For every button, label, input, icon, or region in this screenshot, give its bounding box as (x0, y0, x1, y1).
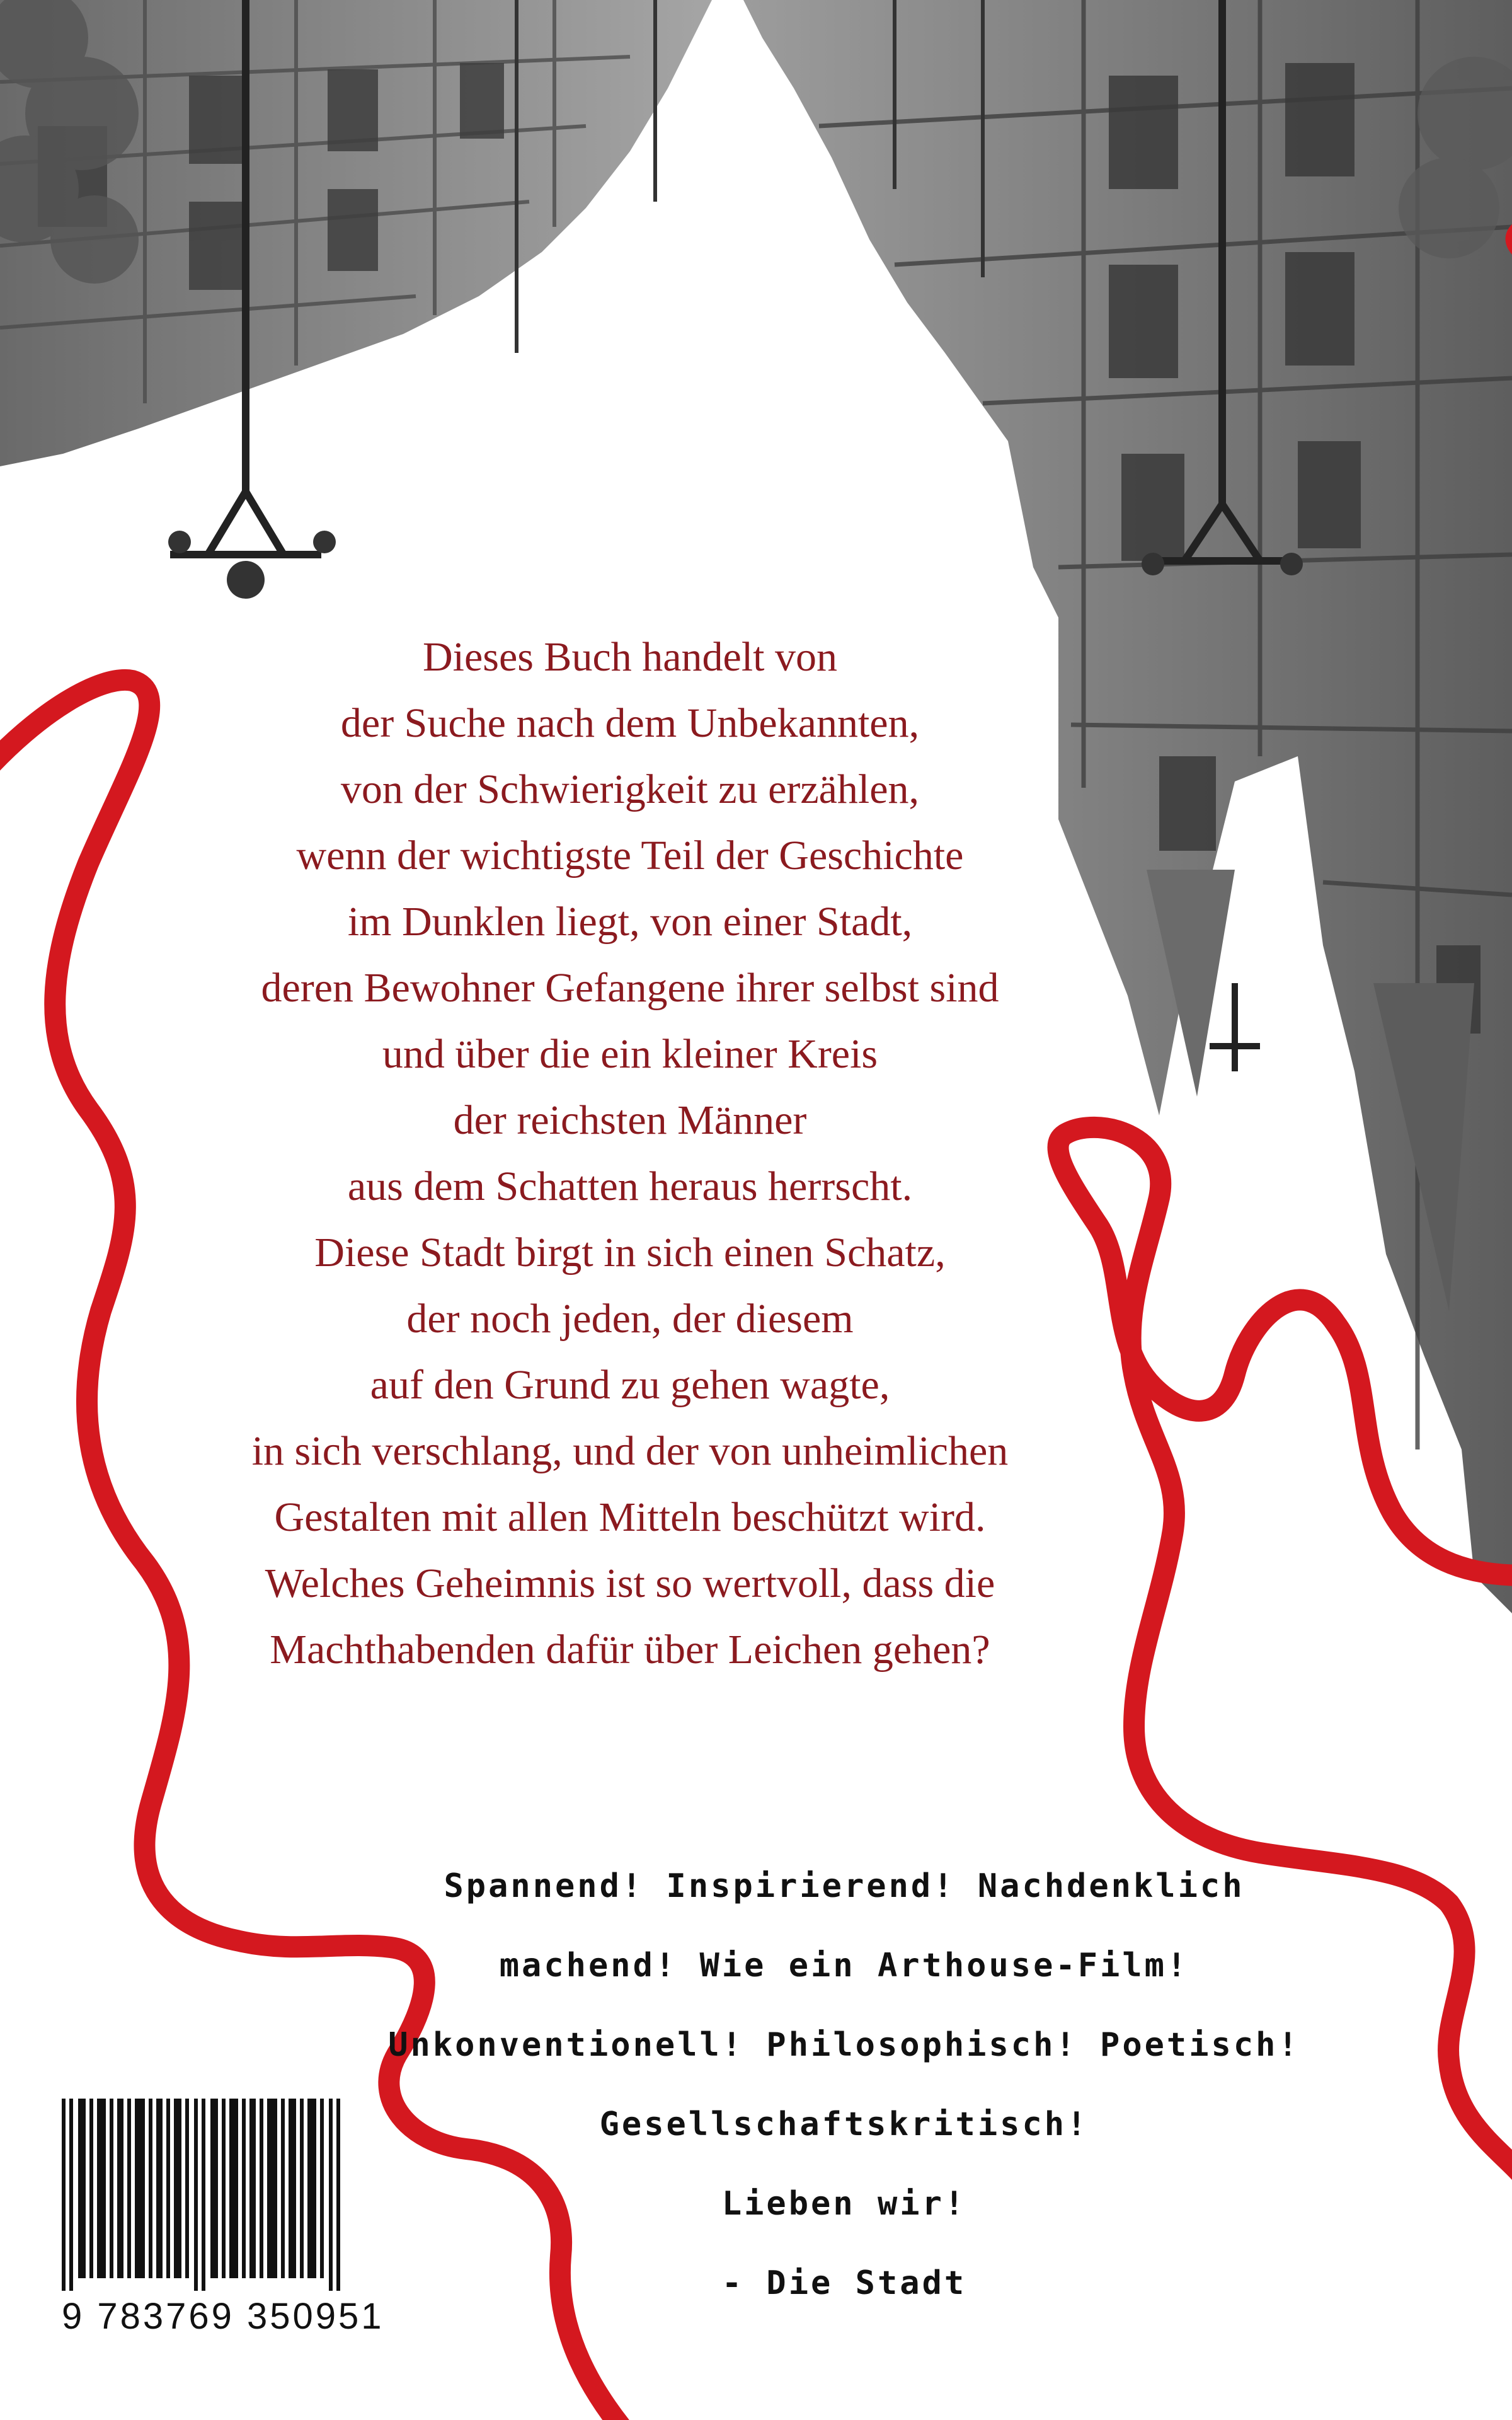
blurb-line: der Suche nach dem Unbekannten, (340, 700, 920, 746)
quote-line: Spannend! Inspirierend! Nachdenklich (444, 1867, 1245, 1905)
blurb-line: Machthabenden dafür über Leichen gehen? (270, 1627, 990, 1673)
quote-line: Unkonventionell! Philosophisch! Poetisch! (388, 2026, 1300, 2064)
barcode-bars (55, 2099, 352, 2294)
blurb-line: wenn der wichtigste Teil der Geschichte (296, 833, 964, 879)
blurb-line: der noch jeden, der diesem (406, 1296, 854, 1342)
isbn-digits: 9 783769 350951 (62, 2296, 384, 2337)
blurb-line: Gestalten mit allen Mitteln beschützt wird. (274, 1494, 986, 1540)
blurb-line: auf den Grund zu gehen wagte, (370, 1362, 890, 1408)
blurb-line: der reichsten Männer (453, 1097, 807, 1143)
blurb-line: in sich verschlang, und der von unheimlichen (251, 1428, 1009, 1474)
blurb-line: von der Schwierigkeit zu erzählen, (340, 766, 920, 812)
blurb-line: und über die ein kleiner Kreis (382, 1031, 878, 1077)
blurb-line: Dieses Buch handelt von (422, 634, 838, 680)
blurb-line: deren Bewohner Gefangene ihrer selbst sind (261, 965, 999, 1011)
blurb-line: im Dunklen liegt, von einer Stadt, (347, 899, 913, 945)
quote-line: machend! Wie ein Arthouse-Film! (499, 1947, 1189, 1985)
quote-attribution: - Die Stadt (721, 2264, 967, 2302)
quote-line: Lieben wir! (721, 2185, 967, 2223)
blurb-line: Diese Stadt birgt in sich einen Schatz, (314, 1230, 946, 1276)
review-quote (315, 1847, 1373, 2323)
quote-line: Gesellschaftskritisch! (599, 2106, 1089, 2143)
isbn-barcode (55, 2099, 384, 2338)
blurb-line: Welches Geheimnis ist so wertvoll, dass die (265, 1560, 995, 1606)
blurb-line: aus dem Schatten heraus herrscht. (347, 1163, 913, 1209)
blurb-text (126, 624, 1134, 1683)
